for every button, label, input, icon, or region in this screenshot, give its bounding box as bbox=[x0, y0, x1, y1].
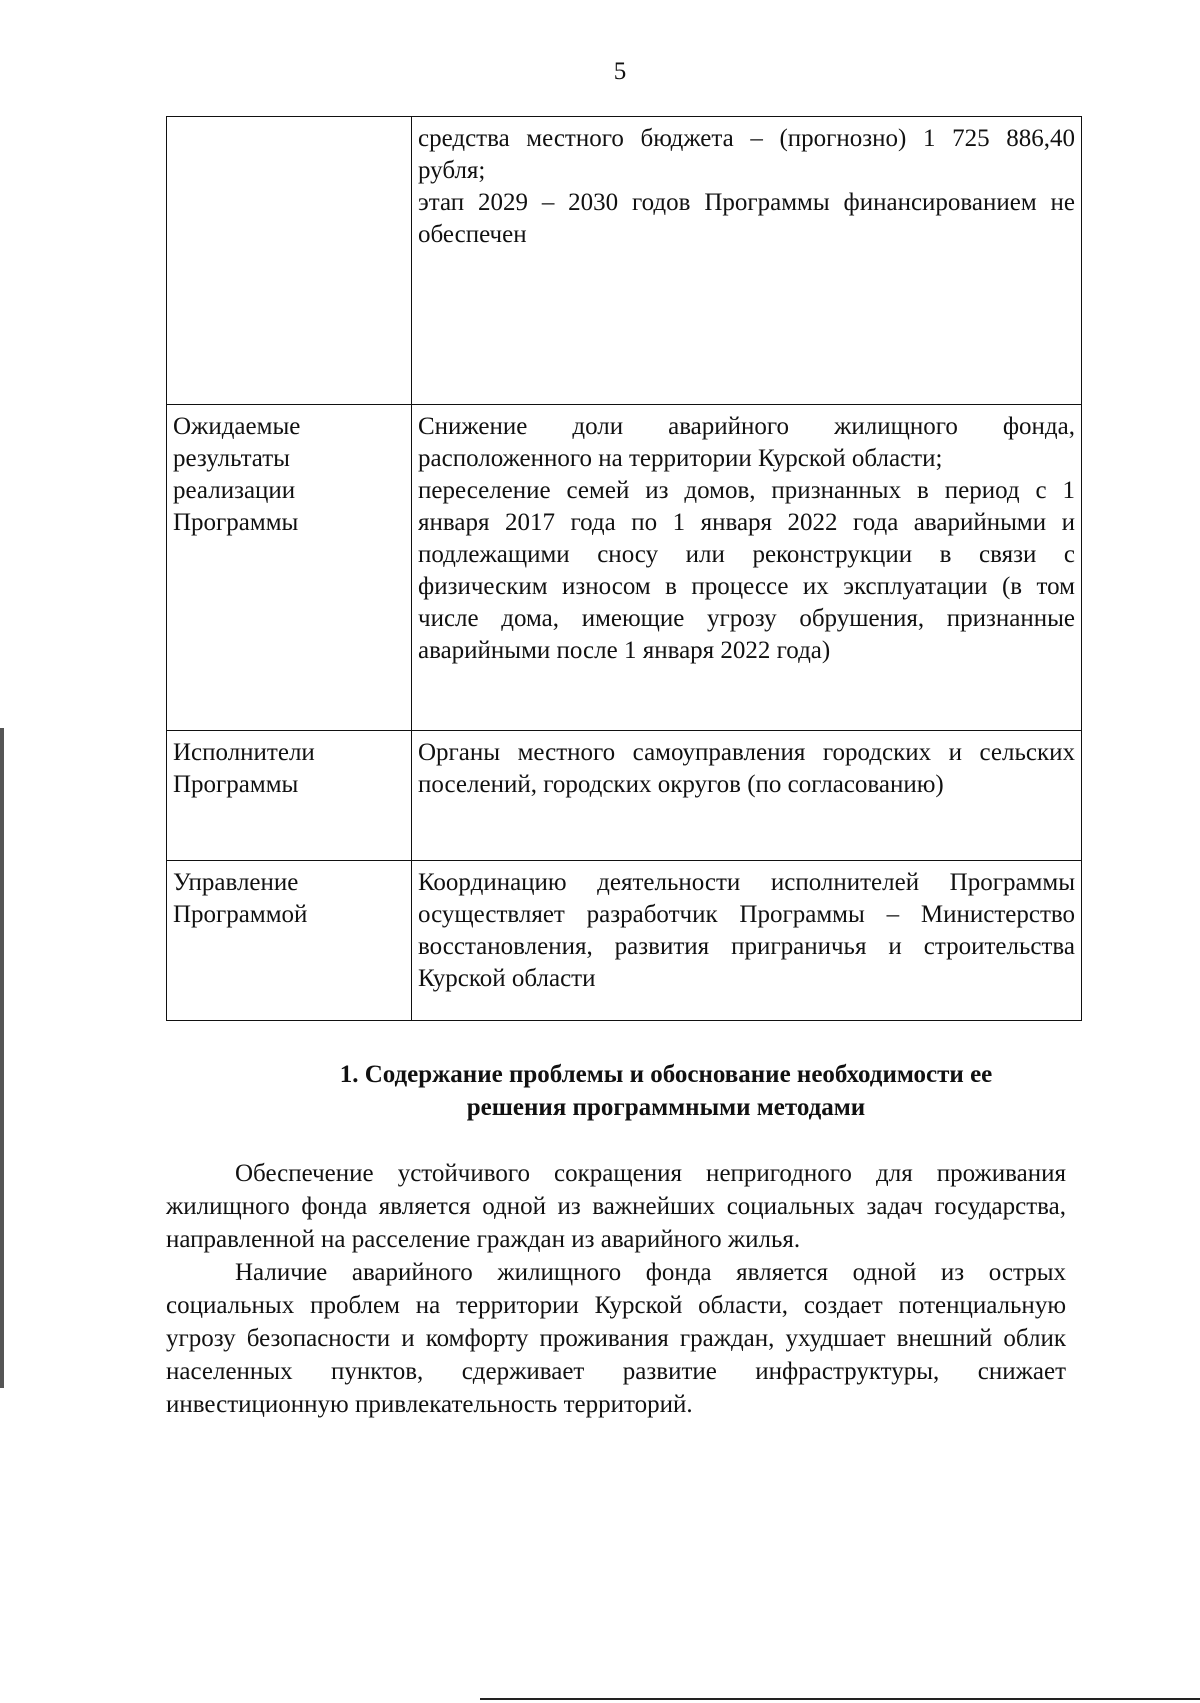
table-row bbox=[167, 861, 1082, 1021]
row-label bbox=[167, 117, 412, 405]
value-paragraph: Координацию деятельности исполнителей Программы осуществляет разработчик Программы – Министерство восстановления, развития приграничья и строительства Курской области bbox=[418, 869, 1075, 992]
row-label: Ожидаемые результаты реализации Программы bbox=[167, 405, 412, 731]
value-paragraph: этап 2029 – 2030 годов Программы финансированием не обеспечен bbox=[418, 189, 1075, 248]
row-value bbox=[412, 731, 1082, 861]
scan-edge-shadow bbox=[0, 728, 4, 1388]
program-passport-table bbox=[166, 116, 1082, 1021]
row-label: Управление Программой bbox=[167, 861, 412, 1021]
section-body bbox=[166, 1157, 1066, 1421]
table-row bbox=[167, 405, 1082, 731]
bottom-rule bbox=[480, 1698, 1200, 1700]
value-paragraph: средства местного бюджета – (прогнозно) 1 725 886,40 рубля; bbox=[418, 125, 1075, 184]
row-value bbox=[412, 861, 1082, 1021]
body-paragraph: Обеспечение устойчивого сокращения непригодного для проживания жилищного фонда является одной из важнейших социальных задач государства, направленной на расселение граждан из аварийного жилья. bbox=[166, 1160, 1066, 1253]
row-value bbox=[412, 405, 1082, 731]
body-paragraph: Наличие аварийного жилищного фонда является одной из острых социальных проблем на территории Курской области, создает потенциальную угрозу безопасности и комфорту проживания граждан, ухудшает внешний облик населенных пунктов, сдерживает развитие инфраструктуры, снижает инвестиционную привлекательность территорий. bbox=[166, 1259, 1066, 1418]
page-number: 5 bbox=[613, 58, 627, 85]
value-paragraph: Органы местного самоуправления городских и сельских поселений, городских округов (по согласованию) bbox=[418, 739, 1075, 798]
row-label: Исполнители Программы bbox=[167, 731, 412, 861]
value-paragraph: переселение семей из домов, признанных в период с 1 января 2017 года по 1 января 2022 года аварийными и подлежащими сносу или реконструкции в связи с физическим износом в процессе их эксплуатации (в том числе дома, имеющие угрозу обрушения, признанные аварийными после 1 января 2022 года) bbox=[418, 477, 1075, 664]
row-value bbox=[412, 117, 1082, 405]
table-row bbox=[167, 731, 1082, 861]
value-paragraph: Снижение доли аварийного жилищного фонда, расположенного на территории Курской области; bbox=[418, 413, 1075, 472]
section-heading bbox=[166, 1058, 1166, 1124]
section-heading-line: 1. Содержание проблемы и обоснование необходимости ее bbox=[339, 1061, 993, 1088]
table-row bbox=[167, 117, 1082, 405]
section-heading-line: решения программными методами bbox=[466, 1094, 866, 1121]
